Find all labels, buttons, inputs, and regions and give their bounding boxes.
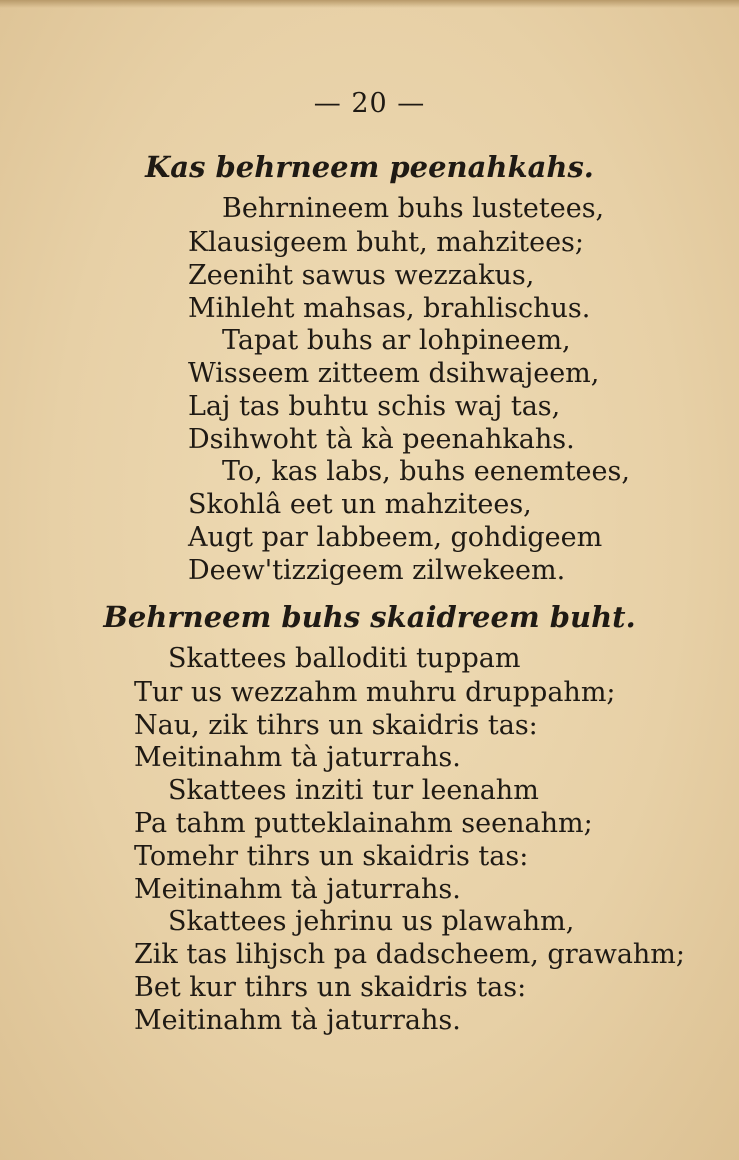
poem-line: Nau, zik tihrs un skaidris tas: [134, 710, 538, 741]
poem-line: Skattees inziti tur leenahm [168, 775, 539, 806]
poem-line: Skohlâ eet un mahzitees, [188, 489, 532, 520]
poem-line: Wissеem zitteem dsihwajeem, [188, 358, 600, 389]
poem-line: Tapat buhs ar lohpineem, [222, 325, 571, 356]
poem-line: Dsihwoht tà kà peenahkahs. [188, 424, 575, 455]
poem-line: Laj tas buhtu schis waj tas, [188, 391, 561, 422]
poem-line: Augt par labbeem, gohdigeem [188, 522, 603, 553]
poem-line: Zeeniht sawus wezzakus, [188, 260, 535, 291]
poem-line: Deew'tizzigeem zilwekeem. [188, 555, 566, 586]
poem-title: Kas behrneem peenahkahs. [145, 150, 594, 184]
poem-line: Behrnineem buhs lustetees, [222, 193, 605, 224]
page-number: — 20 — [313, 88, 426, 119]
poem-line: Meitinahm tà jaturrahs. [134, 742, 461, 773]
poem-line: Pa tahm putteklainahm seenahm; [134, 808, 593, 839]
poem-line: Skattees balloditi tuppam [168, 643, 521, 674]
poem-line: To, kas labs, buhs eenemtees, [222, 456, 630, 487]
poem-line: Tomehr tihrs un skaidris tas: [134, 841, 529, 872]
poem-line: Mihleht mahsas, brahlischus. [188, 293, 591, 324]
poem-line: Bet kur tihrs un skaidris tas: [134, 972, 527, 1003]
poem-line: Klausigeem buht, mahzitees; [188, 227, 584, 258]
page-edge [0, 0, 739, 8]
poem-line: Skattees jehrinu us plawahm, [168, 906, 575, 937]
poem-line: Zik tas lihjsch pa dadscheem, grawahm; [134, 939, 686, 970]
poem-line: Meitinahm tà jaturrahs. [134, 1005, 461, 1036]
poem-line: Meitinahm tà jaturrahs. [134, 874, 461, 905]
poem-title: Behrneem buhs skaidreem buht. [103, 600, 636, 634]
poem-line: Tur us wezzahm muhru druppahm; [134, 677, 616, 708]
